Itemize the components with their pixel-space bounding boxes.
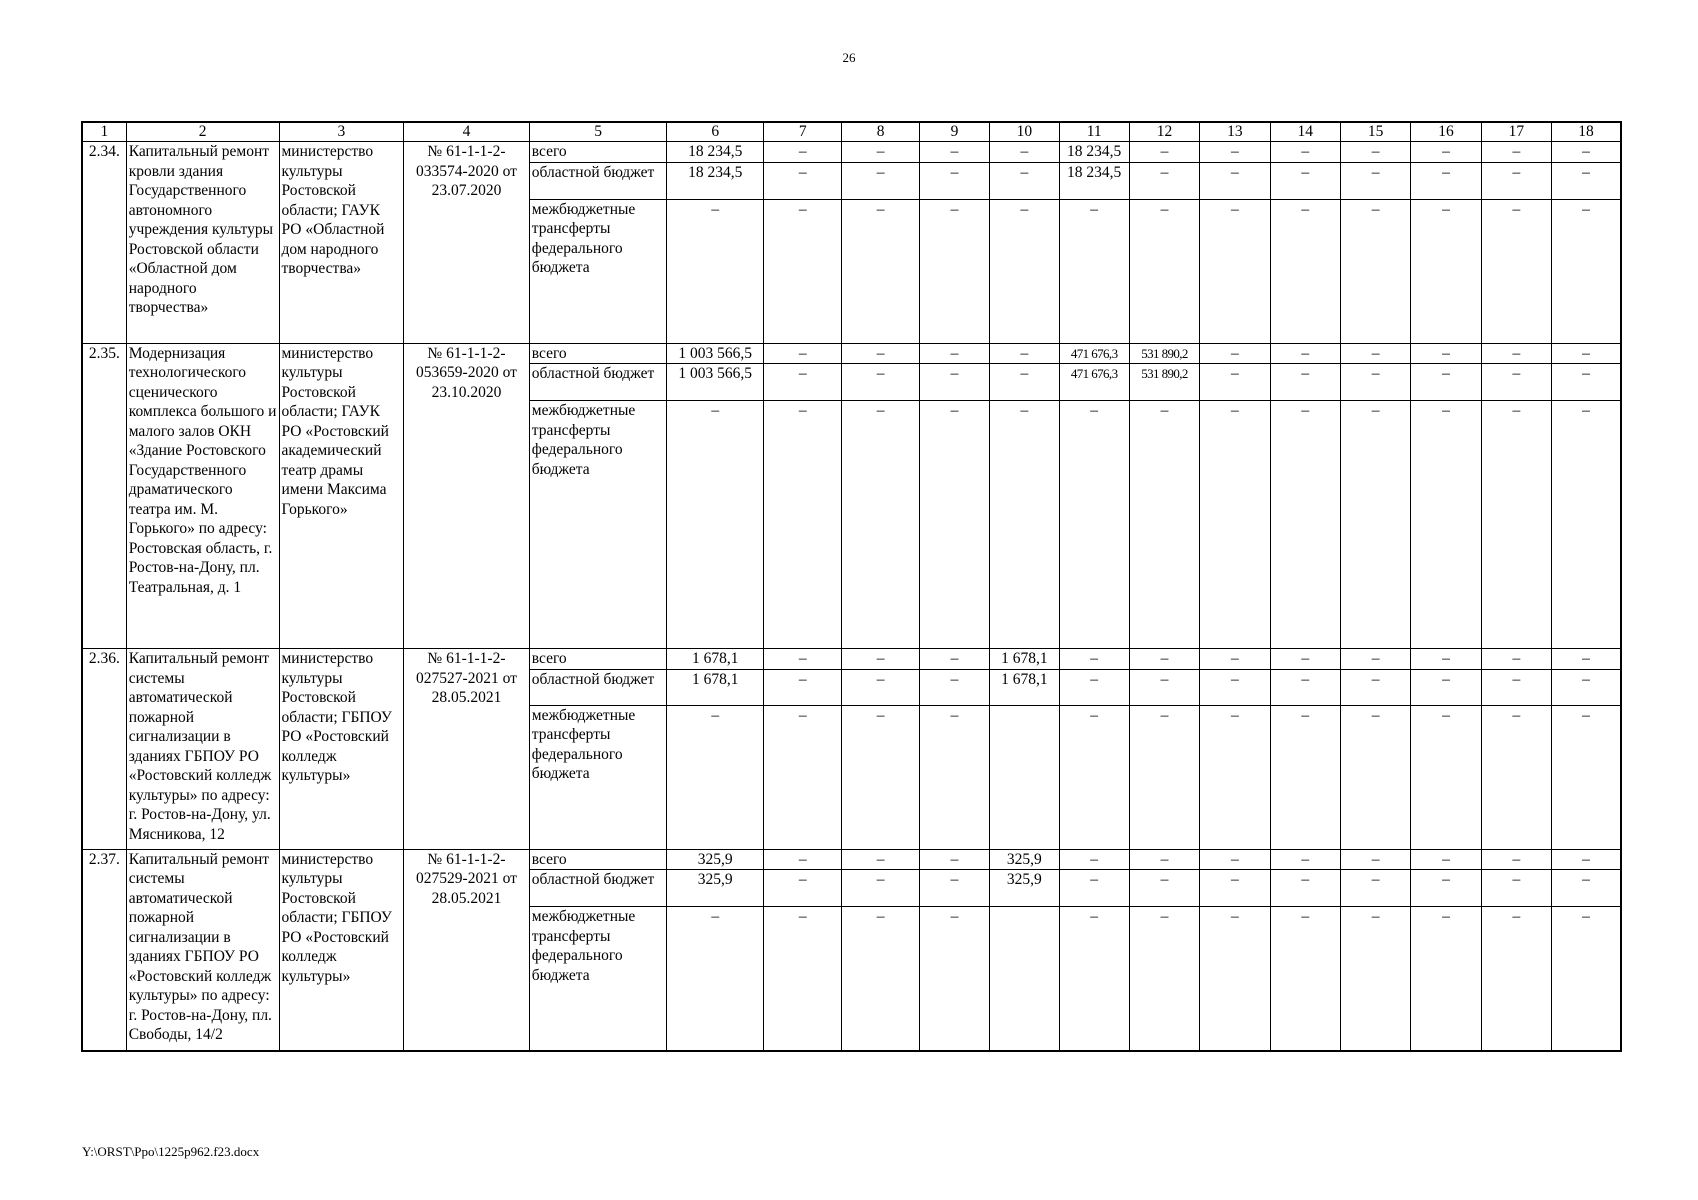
col-header: 9 bbox=[919, 122, 989, 142]
col-header: 18 bbox=[1552, 122, 1621, 142]
funding-value: – bbox=[1129, 705, 1199, 849]
funding-value: 325,9 bbox=[990, 849, 1059, 870]
funding-value: – bbox=[1552, 705, 1621, 849]
funding-value: – bbox=[1411, 870, 1481, 907]
funding-value: 18 234,5 bbox=[1059, 162, 1129, 199]
object-name: Капитальный ремонт системы автоматической пожарной сигнализации в зданиях ГБПОУ РО «Ростовский колледж культуры» по адресу: г. Ростов-на-Дону, пл. Свободы, 14/2 bbox=[126, 849, 279, 1051]
funding-value: – bbox=[1129, 870, 1199, 907]
table-row bbox=[82, 649, 1621, 670]
col-header: 17 bbox=[1481, 122, 1551, 142]
funding-value: – bbox=[1552, 162, 1621, 199]
object-name: Капитальный ремонт кровли здания Государственного автономного учреждения культуры Ростовской области «Областной дом народного творчества» bbox=[126, 142, 279, 344]
funding-value: – bbox=[1552, 199, 1621, 343]
funding-value: – bbox=[1340, 364, 1410, 401]
row-number: 2.37. bbox=[82, 849, 126, 1051]
object-name: Модернизация технологического сценического комплекса большого и малого залов ОКН «Здание Ростовского Государственного драматического театра им. М. Горького» по адресу: Ростовская область, г. Ростов-на-Дону, пл. Театральная, д. 1 bbox=[126, 343, 279, 649]
funding-value: – bbox=[1059, 669, 1129, 705]
col-header: 2 bbox=[126, 122, 279, 142]
funding-value: – bbox=[1481, 343, 1551, 364]
funding-value: – bbox=[1411, 401, 1481, 649]
funding-value: – bbox=[1059, 907, 1129, 1051]
funding-value: – bbox=[1200, 705, 1270, 849]
funding-value: – bbox=[1129, 669, 1199, 705]
funding-value: – bbox=[1129, 401, 1199, 649]
funding-value: 1 678,1 bbox=[990, 669, 1059, 705]
funding-value: – bbox=[1059, 649, 1129, 670]
funding-value: 325,9 bbox=[667, 870, 764, 907]
funding-value: 1 678,1 bbox=[667, 669, 764, 705]
funding-value: – bbox=[1340, 705, 1410, 849]
funding-value: – bbox=[763, 142, 841, 163]
funding-value: – bbox=[1270, 343, 1340, 364]
funding-value: – bbox=[990, 199, 1059, 343]
funding-value: – bbox=[667, 199, 764, 343]
funding-value: 1 678,1 bbox=[667, 649, 764, 670]
funding-value: – bbox=[1481, 849, 1551, 870]
funding-value: – bbox=[1340, 669, 1410, 705]
funding-value: – bbox=[1270, 364, 1340, 401]
col-header: 8 bbox=[842, 122, 919, 142]
funding-source: областной бюджет bbox=[529, 162, 667, 199]
funding-value: – bbox=[919, 870, 989, 907]
funding-value: – bbox=[1270, 870, 1340, 907]
budget-table bbox=[81, 121, 1622, 1052]
funding-value: – bbox=[919, 649, 989, 670]
funding-value: – bbox=[1129, 142, 1199, 163]
table-row bbox=[82, 343, 1621, 364]
funding-value: – bbox=[763, 870, 841, 907]
funding-value: – bbox=[842, 705, 919, 849]
executor-name: министерство культуры Ростовской области; ГАУК РО «Ростовский академический театр драмы имени Максима Горького» bbox=[279, 343, 404, 649]
executor-name: министерство культуры Ростовской области; ГБПОУ РО «Ростовский колледж культуры» bbox=[279, 649, 404, 850]
funding-value: – bbox=[919, 907, 989, 1051]
funding-value: – bbox=[1552, 142, 1621, 163]
funding-value: – bbox=[1340, 401, 1410, 649]
funding-value: – bbox=[1481, 649, 1551, 670]
funding-value: – bbox=[1200, 907, 1270, 1051]
funding-value: – bbox=[1270, 907, 1340, 1051]
funding-value: – bbox=[1200, 870, 1270, 907]
funding-value: – bbox=[1200, 649, 1270, 670]
col-header: 4 bbox=[404, 122, 530, 142]
document-number: № 61-1-1-2-033574-2020 от 23.07.2020 bbox=[404, 142, 530, 344]
funding-value: – bbox=[763, 907, 841, 1051]
executor-name: министерство культуры Ростовской области; ГБПОУ РО «Ростовский колледж культуры» bbox=[279, 849, 404, 1051]
col-header: 3 bbox=[279, 122, 404, 142]
document-number: № 61-1-1-2-027529-2021 от 28.05.2021 bbox=[404, 849, 530, 1051]
funding-value: – bbox=[1411, 705, 1481, 849]
executor-name: министерство культуры Ростовской области; ГАУК РО «Областной дом народного творчества» bbox=[279, 142, 404, 344]
funding-value: – bbox=[763, 669, 841, 705]
col-header: 11 bbox=[1059, 122, 1129, 142]
table-row bbox=[82, 849, 1621, 870]
funding-source: всего bbox=[529, 343, 667, 364]
funding-value: – bbox=[763, 343, 841, 364]
funding-value: – bbox=[1200, 343, 1270, 364]
funding-value: – bbox=[667, 705, 764, 849]
funding-value: – bbox=[763, 364, 841, 401]
col-header: 13 bbox=[1200, 122, 1270, 142]
funding-value: – bbox=[1129, 199, 1199, 343]
col-header: 16 bbox=[1411, 122, 1481, 142]
col-header: 5 bbox=[529, 122, 667, 142]
funding-value: 531 890,2 bbox=[1129, 364, 1199, 401]
funding-value: – bbox=[1270, 669, 1340, 705]
col-header: 14 bbox=[1270, 122, 1340, 142]
funding-value: – bbox=[1200, 162, 1270, 199]
row-number: 2.36. bbox=[82, 649, 126, 850]
funding-value: – bbox=[1481, 907, 1551, 1051]
funding-value: – bbox=[919, 401, 989, 649]
funding-source: всего bbox=[529, 649, 667, 670]
funding-value: – bbox=[1411, 649, 1481, 670]
funding-value: – bbox=[842, 142, 919, 163]
funding-value: – bbox=[1059, 870, 1129, 907]
funding-value: – bbox=[1340, 162, 1410, 199]
funding-value: – bbox=[1411, 364, 1481, 401]
funding-value: – bbox=[990, 364, 1059, 401]
funding-value: – bbox=[990, 343, 1059, 364]
funding-value: – bbox=[1481, 870, 1551, 907]
funding-value: – bbox=[1552, 401, 1621, 649]
funding-value: – bbox=[1059, 705, 1129, 849]
funding-value: – bbox=[1200, 401, 1270, 649]
funding-value: – bbox=[1552, 343, 1621, 364]
funding-value: – bbox=[990, 142, 1059, 163]
funding-value: – bbox=[842, 849, 919, 870]
funding-value: – bbox=[763, 162, 841, 199]
funding-value: – bbox=[990, 162, 1059, 199]
funding-value: – bbox=[763, 849, 841, 870]
funding-value: – bbox=[919, 364, 989, 401]
funding-value: – bbox=[1270, 849, 1340, 870]
funding-value: – bbox=[1270, 162, 1340, 199]
funding-value: – bbox=[1340, 199, 1410, 343]
row-number: 2.35. bbox=[82, 343, 126, 649]
funding-value: – bbox=[1411, 162, 1481, 199]
funding-value: – bbox=[667, 907, 764, 1051]
funding-source: межбюджетные трансферты федерального бюджета bbox=[529, 705, 667, 849]
funding-value: 325,9 bbox=[667, 849, 764, 870]
funding-value: – bbox=[842, 669, 919, 705]
funding-value: – bbox=[1481, 401, 1551, 649]
funding-value: – bbox=[1270, 142, 1340, 163]
funding-value: – bbox=[1059, 199, 1129, 343]
funding-value: 1 678,1 bbox=[990, 649, 1059, 670]
funding-source: всего bbox=[529, 849, 667, 870]
funding-source: межбюджетные трансферты федерального бюджета bbox=[529, 907, 667, 1051]
funding-value: – bbox=[1200, 669, 1270, 705]
funding-value: – bbox=[1552, 649, 1621, 670]
funding-value: – bbox=[1552, 870, 1621, 907]
object-name: Капитальный ремонт системы автоматической пожарной сигнализации в зданиях ГБПОУ РО «Ростовский колледж культуры» по адресу: г. Ростов-на-Дону, ул. Мясникова, 12 bbox=[126, 649, 279, 850]
funding-value: – bbox=[919, 199, 989, 343]
funding-value: – bbox=[1129, 907, 1199, 1051]
funding-value: 325,9 bbox=[990, 870, 1059, 907]
funding-value: – bbox=[1200, 849, 1270, 870]
header-row bbox=[82, 122, 1621, 142]
funding-value: – bbox=[1059, 401, 1129, 649]
funding-value: – bbox=[1340, 870, 1410, 907]
funding-value: – bbox=[842, 870, 919, 907]
funding-value: – bbox=[763, 199, 841, 343]
funding-value: 18 234,5 bbox=[667, 142, 764, 163]
row-number: 2.34. bbox=[82, 142, 126, 344]
funding-value: – bbox=[919, 142, 989, 163]
funding-value: – bbox=[990, 401, 1059, 649]
funding-value: – bbox=[842, 343, 919, 364]
funding-value: – bbox=[763, 401, 841, 649]
page-number: 26 bbox=[842, 50, 856, 65]
funding-value: 18 234,5 bbox=[667, 162, 764, 199]
funding-value: – bbox=[1552, 364, 1621, 401]
funding-value: – bbox=[1411, 669, 1481, 705]
funding-value: – bbox=[1481, 705, 1551, 849]
col-header: 6 bbox=[667, 122, 764, 142]
funding-value: – bbox=[1200, 142, 1270, 163]
funding-value bbox=[990, 705, 1059, 849]
funding-value: – bbox=[1481, 142, 1551, 163]
funding-value: – bbox=[1200, 364, 1270, 401]
funding-value: – bbox=[763, 705, 841, 849]
funding-value: 1 003 566,5 bbox=[667, 364, 764, 401]
funding-value: 471 676,3 bbox=[1059, 364, 1129, 401]
funding-value: – bbox=[1552, 669, 1621, 705]
funding-value bbox=[990, 907, 1059, 1051]
funding-value: 1 003 566,5 bbox=[667, 343, 764, 364]
funding-value: – bbox=[842, 364, 919, 401]
funding-value: – bbox=[1481, 162, 1551, 199]
funding-value: – bbox=[919, 343, 989, 364]
funding-source: областной бюджет bbox=[529, 364, 667, 401]
funding-value: – bbox=[1411, 142, 1481, 163]
funding-value: – bbox=[1129, 162, 1199, 199]
funding-value: – bbox=[1129, 649, 1199, 670]
col-header: 1 bbox=[82, 122, 126, 142]
funding-value: – bbox=[1411, 907, 1481, 1051]
funding-value: – bbox=[842, 401, 919, 649]
funding-value: – bbox=[919, 705, 989, 849]
funding-value: – bbox=[1270, 199, 1340, 343]
funding-value: – bbox=[1340, 649, 1410, 670]
funding-value: – bbox=[1481, 364, 1551, 401]
funding-source: областной бюджет bbox=[529, 870, 667, 907]
funding-source: всего bbox=[529, 142, 667, 163]
funding-value: – bbox=[1552, 907, 1621, 1051]
funding-value: – bbox=[842, 162, 919, 199]
funding-value: – bbox=[1340, 343, 1410, 364]
funding-value: – bbox=[919, 162, 989, 199]
funding-value: – bbox=[1481, 199, 1551, 343]
funding-source: межбюджетные трансферты федерального бюджета bbox=[529, 199, 667, 343]
document-number: № 61-1-1-2-053659-2020 от 23.10.2020 bbox=[404, 343, 530, 649]
col-header: 7 bbox=[763, 122, 841, 142]
col-header: 10 bbox=[990, 122, 1059, 142]
funding-value: – bbox=[1340, 849, 1410, 870]
funding-value: – bbox=[1340, 142, 1410, 163]
col-header: 15 bbox=[1340, 122, 1410, 142]
funding-value: 18 234,5 bbox=[1059, 142, 1129, 163]
funding-value: – bbox=[667, 401, 764, 649]
funding-value: – bbox=[1340, 907, 1410, 1051]
funding-value: – bbox=[1411, 849, 1481, 870]
table-row bbox=[82, 142, 1621, 163]
document-number: № 61-1-1-2-027527-2021 от 28.05.2021 bbox=[404, 649, 530, 850]
funding-value: – bbox=[1481, 669, 1551, 705]
funding-value: 471 676,3 bbox=[1059, 343, 1129, 364]
funding-value: – bbox=[1552, 849, 1621, 870]
funding-source: областной бюджет bbox=[529, 669, 667, 705]
funding-value: – bbox=[1059, 849, 1129, 870]
funding-value: – bbox=[1200, 199, 1270, 343]
funding-value: – bbox=[919, 669, 989, 705]
funding-value: – bbox=[763, 649, 841, 670]
col-header: 12 bbox=[1129, 122, 1199, 142]
funding-value: – bbox=[1411, 199, 1481, 343]
funding-value: 531 890,2 bbox=[1129, 343, 1199, 364]
funding-value: – bbox=[842, 199, 919, 343]
funding-source: межбюджетные трансферты федерального бюджета bbox=[529, 401, 667, 649]
funding-value: – bbox=[1270, 401, 1340, 649]
funding-value: – bbox=[842, 649, 919, 670]
funding-value: – bbox=[919, 849, 989, 870]
funding-value: – bbox=[842, 907, 919, 1051]
funding-value: – bbox=[1270, 649, 1340, 670]
funding-value: – bbox=[1270, 705, 1340, 849]
funding-value: – bbox=[1129, 849, 1199, 870]
file-path-footer: Y:\ORST\Ppo\1225p962.f23.docx bbox=[82, 1144, 260, 1159]
funding-value: – bbox=[1411, 343, 1481, 364]
